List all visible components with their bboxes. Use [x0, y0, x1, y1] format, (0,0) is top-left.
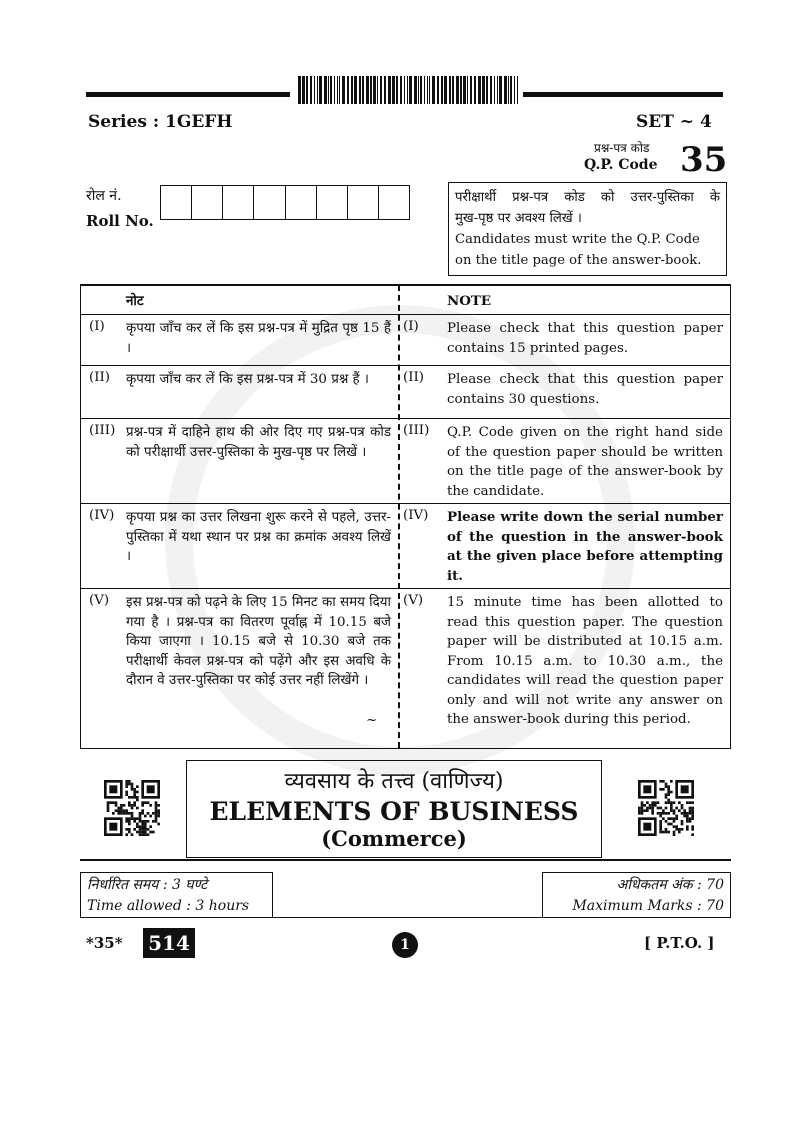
qp-code-label-hi: प्रश्न-पत्र कोड	[594, 141, 650, 155]
note-header-hi: नोट	[126, 293, 144, 309]
marks-hi: अधिकतम अंक : 70	[616, 877, 724, 893]
roll-digit-box[interactable]	[348, 186, 379, 219]
row-number-en: (IV)	[403, 508, 429, 523]
roll-digit-box[interactable]	[161, 186, 192, 219]
row-number-en: (II)	[403, 370, 425, 385]
cand-en-line2: on the title page of the answer-book.	[455, 253, 702, 268]
time-hi: निर्धारित समय : 3 घण्टे	[87, 877, 208, 893]
roll-label-en: Roll No.	[86, 212, 154, 230]
cand-hi-line2: मुख-पृष्ठ पर अवश्य लिखें ।	[455, 211, 582, 226]
note-hi-text: कृपया जाँच कर लें कि इस प्रश्न-पत्र में 30 प्रश्न हैं ।	[126, 372, 369, 387]
note-header-en: NOTE	[447, 293, 492, 309]
roll-digit-box[interactable]	[254, 186, 285, 219]
row-number-hi: (IV)	[89, 508, 115, 523]
subject-subtitle: (Commerce)	[321, 826, 467, 851]
cand-hi-line1: परीक्षार्थी प्रश्न-पत्र कोड को उत्तर-पुस्तिका के	[455, 190, 720, 205]
qp-code-label-en: Q.P. Code	[584, 157, 658, 173]
note-en-text: Please check that this question paper contains 30 questions.	[447, 372, 723, 407]
divider-line	[80, 859, 731, 861]
cand-en-line1: Candidates must write the Q.P. Code	[455, 232, 700, 247]
time-allowed-box	[80, 872, 273, 918]
row-number-hi: (II)	[89, 370, 111, 385]
note-en-text: Please check that this question paper contains 15 printed pages.	[447, 321, 723, 356]
note-table	[80, 284, 731, 749]
page-number: 1	[392, 932, 418, 958]
set-label: SET ~ 4	[636, 112, 712, 132]
series-label: Series : 1GEFH	[88, 112, 233, 132]
qr-code-icon	[104, 780, 160, 836]
note-hi-text: इस प्रश्न-पत्र को पढ़ने के लिए 15 मिनट का समय दिया गया है । प्रश्न-पत्र का वितरण पूर्वाह्न में 10.15 बजे किया जाएगा । 10.15 बजे से 10.30 बजे तक परीक्षार्थी केवल प्रश्न-पत्र को पढ़ेंगे और इस अवधि के दौरान वे उत्तर-पुस्तिका पर कोई उत्तर नहीं लिखेंगे ।	[126, 595, 391, 688]
roll-digit-box[interactable]	[379, 186, 409, 219]
note-en-text: Q.P. Code given on the right hand side of the question paper should be written on the title page of the answer-book by the candidate.	[447, 425, 723, 499]
note-hi-text: कृपया प्रश्न का उत्तर लिखना शुरू करने से पहले, उत्तर-पुस्तिका में यथा स्थान पर प्रश्न का क्रमांक अवश्य लिखें ।	[126, 510, 391, 564]
roll-number-boxes[interactable]	[160, 185, 410, 220]
subject-title-box	[186, 760, 602, 858]
qp-code-number: 35	[680, 140, 728, 180]
barcode-icon	[298, 76, 518, 104]
top-rule-left	[86, 92, 290, 97]
table-header-row	[81, 285, 730, 315]
subject-title-en: ELEMENTS OF BUSINESS	[209, 797, 579, 826]
roll-digit-box[interactable]	[223, 186, 254, 219]
row-number-en: (V)	[403, 593, 424, 608]
roll-label-hi: रोल नं.	[86, 188, 122, 204]
top-rule-right	[523, 92, 723, 97]
note-hi-text: कृपया जाँच कर लें कि इस प्रश्न-पत्र में मुद्रित पृष्ठ 15 हैं ।	[126, 321, 391, 356]
max-marks-box	[542, 872, 731, 918]
row-number-hi: (V)	[89, 593, 110, 608]
row-number-en: (I)	[403, 319, 419, 334]
candidate-instruction-box	[448, 182, 727, 276]
divider-line-lower	[273, 917, 542, 918]
note-en-text: Please write down the serial number of the question in the answer-book at the given place before attempting it.	[447, 509, 723, 584]
roll-digit-box[interactable]	[192, 186, 223, 219]
row-number-hi: (III)	[89, 423, 116, 438]
roll-digit-box[interactable]	[286, 186, 317, 219]
paper-code-box: 514	[143, 928, 195, 958]
note-en-text: 15 minute time has been allotted to read this question paper. The question paper will be distributed at 10.15 a.m. From 10.15 a.m. to 10.30 a.m., the candidates will read the question paper only and will not write any answer on the answer-book during this period.	[447, 595, 723, 727]
note-hi-tail: ~	[366, 713, 378, 728]
table-row	[81, 503, 730, 589]
row-number-en: (III)	[403, 423, 430, 438]
table-row	[81, 314, 730, 366]
roll-digit-box[interactable]	[317, 186, 348, 219]
table-row	[81, 588, 730, 749]
qr-code-icon	[638, 780, 694, 836]
table-row	[81, 365, 730, 419]
marks-en: Maximum Marks : 70	[572, 898, 724, 914]
row-number-hi: (I)	[89, 319, 105, 334]
paper-code-star: *35*	[86, 934, 123, 952]
subject-title-hi: व्यवसाय के तत्त्व (वाणिज्य)	[284, 769, 504, 794]
note-hi-text: प्रश्न-पत्र में दाहिने हाथ की ओर दिए गए प्रश्न-पत्र कोड को परीक्षार्थी उत्तर-पुस्तिका के मुख-पृष्ठ पर लिखें ।	[126, 425, 391, 460]
pto-label: [ P.T.O. ]	[644, 934, 715, 952]
time-en: Time allowed : 3 hours	[87, 898, 250, 914]
table-row	[81, 418, 730, 504]
